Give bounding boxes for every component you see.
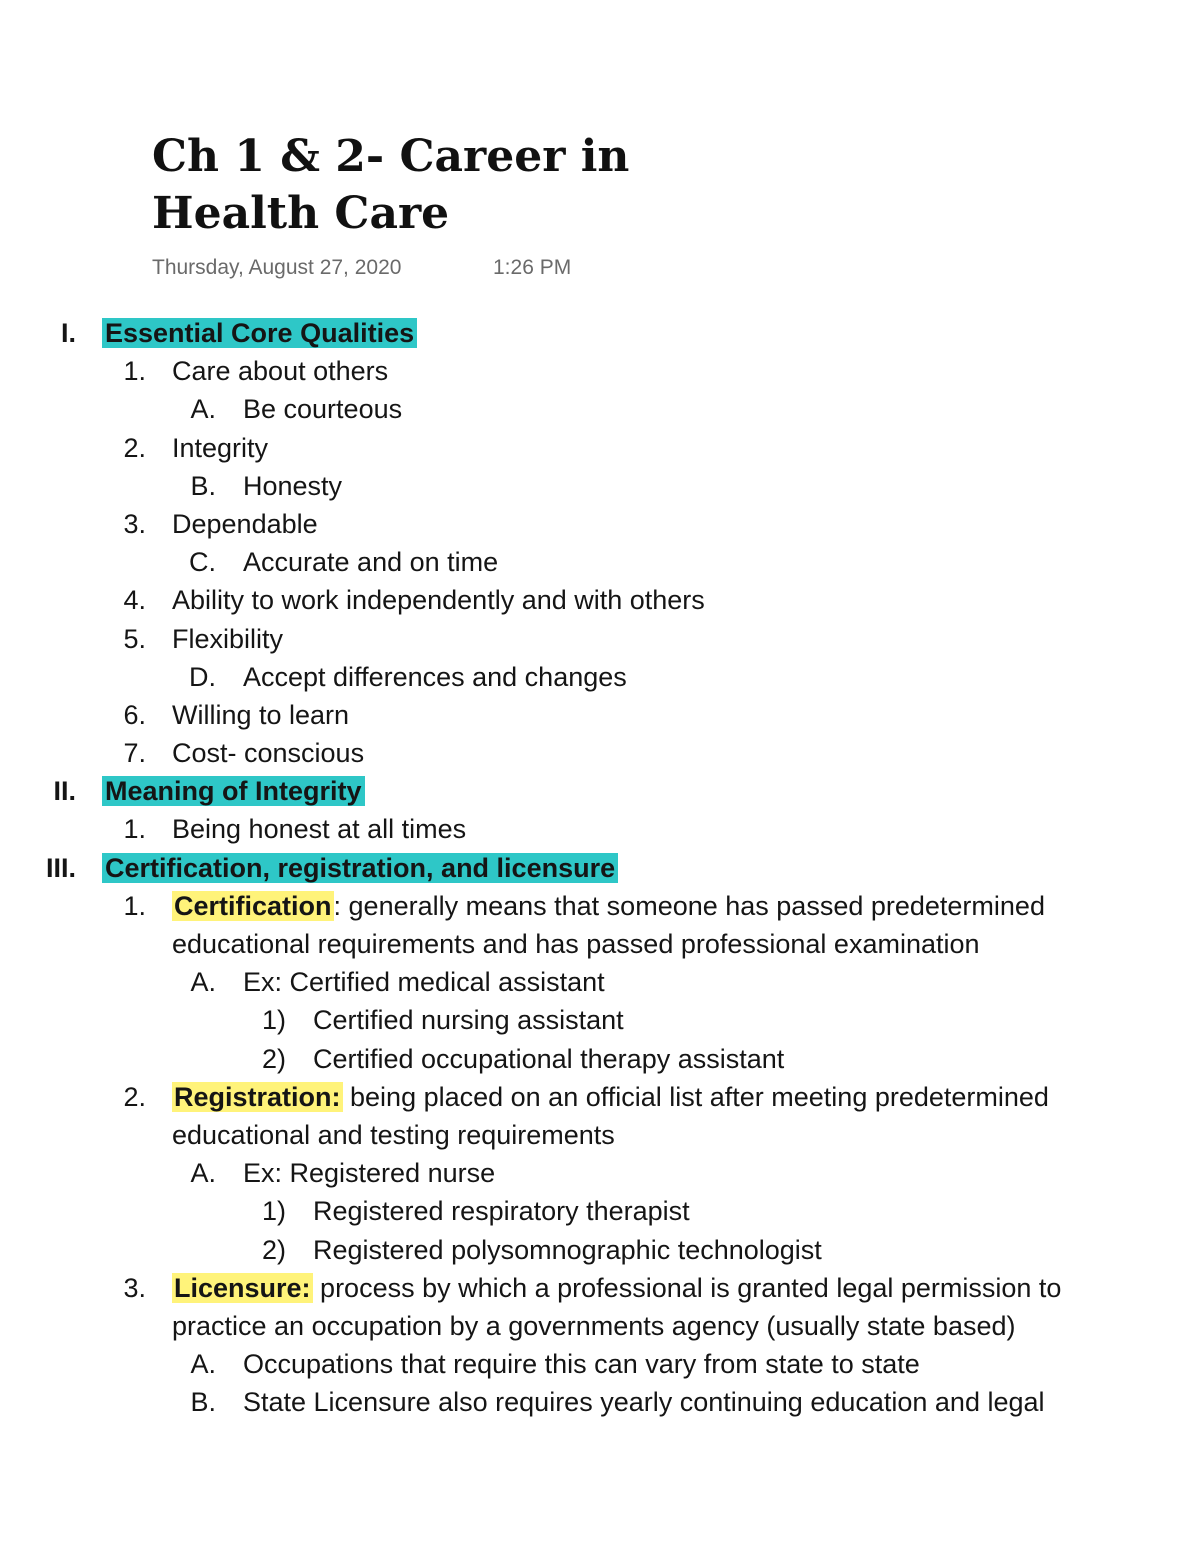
list-item <box>0 352 1200 390</box>
term-highlight: Licensure: <box>174 1272 311 1303</box>
list-marker: 7. <box>123 738 146 769</box>
list-marker: 4. <box>123 585 146 616</box>
list-item-text <box>313 1231 822 1269</box>
item-text: Integrity <box>172 432 269 463</box>
list-marker: A. <box>190 1158 216 1189</box>
list-item <box>0 581 1200 619</box>
list-item-text <box>243 467 342 505</box>
list-item-text <box>172 1269 1061 1307</box>
term-definition-continued: educational requirements and has passed professional examination <box>172 929 980 959</box>
section-heading: Essential Core Qualities <box>102 318 417 348</box>
list-marker: III. <box>45 852 76 883</box>
list-item-text <box>243 1154 495 1192</box>
list-item-text <box>172 429 268 467</box>
item-text: Willing to learn <box>172 699 350 730</box>
list-marker: 2. <box>123 432 146 463</box>
section-heading-row <box>0 314 1200 352</box>
list-item-text <box>313 1040 784 1078</box>
list-item <box>0 810 1200 848</box>
item-text: Registered polysomnographic technologist <box>313 1234 822 1265</box>
sub-sub-list-item <box>0 1231 1200 1269</box>
sub-sub-list-item <box>0 1040 1200 1078</box>
list-marker: I. <box>60 318 76 348</box>
term-definition: being placed on an official list after meeting predetermined <box>342 1081 1049 1112</box>
list-item-text <box>172 810 466 848</box>
list-item-text <box>243 963 605 1001</box>
sub-list-item <box>0 658 1200 696</box>
page-title-line-2: Health Care <box>152 188 450 239</box>
term-highlight: Registration: <box>174 1081 341 1112</box>
list-marker: II. <box>53 776 76 807</box>
list-marker: 6. <box>123 699 146 730</box>
list-item-text <box>243 658 627 696</box>
page-title <box>152 128 712 242</box>
list-item-continued <box>0 925 1200 963</box>
list-marker: 1) <box>261 1196 286 1227</box>
list-marker: B. <box>190 1387 216 1418</box>
sub-list-item <box>0 963 1200 1001</box>
list-marker: 2. <box>123 1081 146 1112</box>
list-item-text <box>172 1116 615 1154</box>
list-marker: A. <box>190 394 216 425</box>
list-marker: 1. <box>123 890 146 921</box>
list-marker: 1. <box>123 356 146 387</box>
item-text: Ex: Certified medical assistant <box>243 967 605 998</box>
list-item <box>0 734 1200 772</box>
list-marker: 5. <box>123 623 146 654</box>
list-item <box>0 429 1200 467</box>
list-item <box>0 1269 1200 1307</box>
term-definition-continued: practice an occupation by a governments agency (usually state based) <box>172 1310 1016 1341</box>
list-item <box>0 887 1200 925</box>
list-item-text <box>313 1001 624 1039</box>
sub-list-item <box>0 1345 1200 1383</box>
list-marker: A. <box>190 967 216 998</box>
list-item-text <box>172 505 318 543</box>
item-text: Accurate and on time <box>243 547 499 578</box>
list-item-text <box>172 734 364 772</box>
list-marker: 2) <box>261 1043 286 1074</box>
item-text: Certified occupational therapy assistant <box>313 1043 785 1074</box>
item-text: Flexibility <box>172 623 284 654</box>
item-text: Ability to work independently and with others <box>172 585 705 616</box>
list-item-text <box>172 620 283 658</box>
page-time: 1:26 PM <box>493 256 572 279</box>
item-text: Honesty <box>243 470 343 501</box>
list-item-text <box>243 1383 1045 1421</box>
page-date: Thursday, August 27, 2020 <box>152 256 402 279</box>
item-text: Occupations that require this can vary from state to state <box>243 1349 920 1380</box>
list-item <box>0 1078 1200 1116</box>
item-text: Care about others <box>172 356 389 387</box>
list-marker: 1) <box>261 1005 286 1036</box>
list-item-text <box>102 314 417 352</box>
term-definition: : generally means that someone has passed predetermined <box>333 890 1045 921</box>
item-text: Accept differences and changes <box>243 661 627 692</box>
list-marker: C. <box>189 547 216 578</box>
item-text: Being honest at all times <box>172 814 467 845</box>
list-item-continued <box>0 1307 1200 1345</box>
list-item-text <box>313 1192 690 1230</box>
term-definition-continued: educational and testing requirements <box>172 1119 615 1150</box>
section-heading: Certification, registration, and licensure <box>102 853 618 883</box>
list-item <box>0 620 1200 658</box>
term-definition: process by which a professional is granted legal permission to <box>312 1272 1062 1303</box>
list-item-text <box>172 925 980 963</box>
list-marker: 1. <box>123 814 146 845</box>
term-highlight: Certification <box>174 890 332 921</box>
sub-list-item <box>0 1383 1200 1421</box>
sub-list-item <box>0 467 1200 505</box>
section-heading-row <box>0 849 1200 887</box>
list-item-continued <box>0 1116 1200 1154</box>
sub-list-item <box>0 543 1200 581</box>
list-item <box>0 696 1200 734</box>
list-item-text <box>243 1345 920 1383</box>
list-marker: 2) <box>261 1234 286 1265</box>
list-item-text <box>172 696 349 734</box>
list-item-text <box>172 352 388 390</box>
list-item-text <box>243 390 402 428</box>
list-marker: 3. <box>123 508 146 539</box>
list-marker: 3. <box>123 1272 146 1303</box>
list-item-text <box>102 772 365 810</box>
section-heading-row <box>0 772 1200 810</box>
sub-sub-list-item <box>0 1192 1200 1230</box>
sub-list-item <box>0 390 1200 428</box>
list-marker: B. <box>190 470 216 501</box>
item-text: Registered respiratory therapist <box>313 1196 690 1227</box>
list-marker: D. <box>189 661 216 692</box>
item-text: Dependable <box>172 508 318 539</box>
page-title-line-1: Ch 1 & 2- Career in <box>152 131 630 182</box>
list-item-text <box>172 1078 1049 1116</box>
list-marker: A. <box>190 1349 216 1380</box>
list-item-text <box>243 543 498 581</box>
list-item-text <box>172 581 705 619</box>
item-text: Be courteous <box>243 394 403 425</box>
sub-list-item <box>0 1154 1200 1192</box>
item-text: Certified nursing assistant <box>313 1005 624 1036</box>
sub-sub-list-item <box>0 1001 1200 1039</box>
item-text: State Licensure also requires yearly continuing education and legal <box>243 1387 1045 1418</box>
item-text: Ex: Registered nurse <box>243 1158 496 1189</box>
list-item-text <box>172 887 1045 925</box>
list-item-text <box>102 849 618 887</box>
section-heading: Meaning of Integrity <box>102 776 365 806</box>
list-item <box>0 505 1200 543</box>
list-item-text <box>172 1307 1016 1345</box>
outline-body <box>0 314 1200 1438</box>
item-text: Cost- conscious <box>172 738 365 769</box>
